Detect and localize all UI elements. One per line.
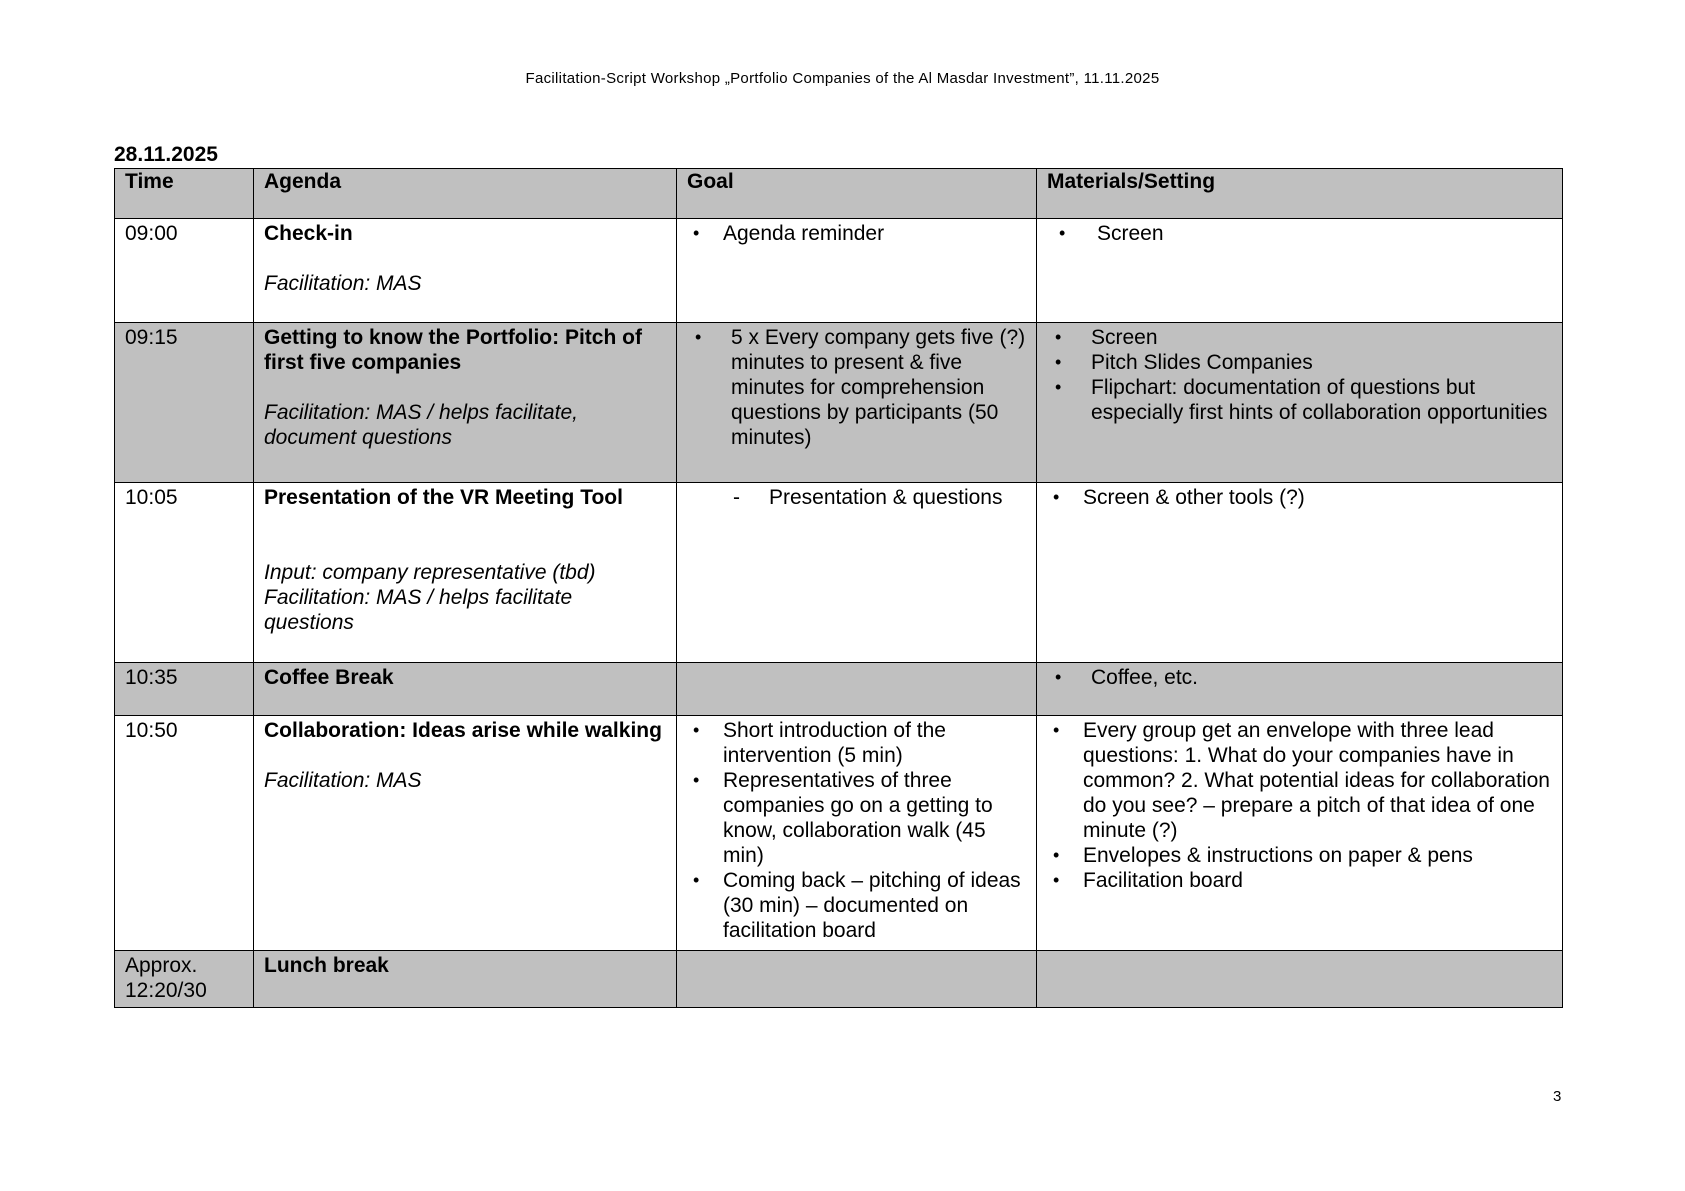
time-line: Approx. bbox=[125, 954, 198, 977]
list-item: • 5 x Every company gets five (?) minutes to present & five minutes for comprehension questions by participants (50 minutes) bbox=[687, 325, 1026, 450]
materials-list bbox=[1047, 665, 1552, 690]
materials-list bbox=[1047, 325, 1552, 425]
agenda-facilitation: Facilitation: MAS / helps facilitate, document questions bbox=[264, 401, 578, 449]
table-row bbox=[115, 323, 1563, 483]
list-item: • Flipchart: documentation of questions but especially first hints of collaboration opportunities bbox=[1047, 375, 1552, 425]
table-row bbox=[115, 219, 1563, 323]
row-materials bbox=[1037, 951, 1563, 1008]
list-item: • Envelopes & instructions on paper & pens bbox=[1047, 843, 1552, 868]
list-item: • Short introduction of the intervention (5 min) bbox=[687, 718, 1026, 768]
agenda-title: Getting to know the Portfolio: Pitch of first five companies bbox=[264, 326, 642, 374]
row-time bbox=[115, 951, 254, 1008]
list-item: • Screen & other tools (?) bbox=[1047, 485, 1552, 510]
row-materials bbox=[1037, 219, 1563, 323]
column-header-agenda: Agenda bbox=[254, 169, 677, 219]
list-item: • Pitch Slides Companies bbox=[1047, 350, 1552, 375]
row-goal bbox=[677, 951, 1037, 1008]
table-row bbox=[115, 951, 1563, 1008]
row-agenda bbox=[254, 951, 677, 1008]
goal-list bbox=[687, 485, 1026, 510]
row-goal bbox=[677, 716, 1037, 951]
row-goal bbox=[677, 219, 1037, 323]
agenda-title: Collaboration: Ideas arise while walking bbox=[264, 719, 662, 742]
row-agenda bbox=[254, 663, 677, 716]
row-time: 10:35 bbox=[115, 663, 254, 716]
materials-list bbox=[1047, 221, 1552, 246]
materials-list bbox=[1047, 718, 1552, 893]
row-time: 09:15 bbox=[115, 323, 254, 483]
agenda-facilitation: Facilitation: MAS / helps facilitate questions bbox=[264, 586, 573, 634]
page-number: 3 bbox=[1553, 1088, 1562, 1105]
list-item: • Representatives of three companies go on a getting to know, collaboration walk (45 min) bbox=[687, 768, 1026, 868]
row-agenda bbox=[254, 483, 677, 663]
table-row bbox=[115, 716, 1563, 951]
row-agenda bbox=[254, 716, 677, 951]
row-goal bbox=[677, 483, 1037, 663]
list-item: • Screen bbox=[1047, 221, 1552, 246]
table-row bbox=[115, 663, 1563, 716]
list-item: • Coming back – pitching of ideas (30 min) – documented on facilitation board bbox=[687, 868, 1026, 943]
agenda-table bbox=[114, 168, 1563, 1008]
column-header-goal: Goal bbox=[677, 169, 1037, 219]
row-goal bbox=[677, 323, 1037, 483]
row-materials bbox=[1037, 323, 1563, 483]
goal-list bbox=[687, 325, 1026, 450]
list-item: • Coffee, etc. bbox=[1047, 665, 1552, 690]
list-item: - Presentation & questions bbox=[687, 485, 1026, 510]
agenda-title: Lunch break bbox=[264, 954, 389, 977]
list-item: • Every group get an envelope with three lead questions: 1. What do your companies have in common? 2. What potential ideas for collaboration do you see? – prepare a pitch of that idea of one minute (?) bbox=[1047, 718, 1552, 843]
table-header-row bbox=[115, 169, 1563, 219]
list-item: • Facilitation board bbox=[1047, 868, 1552, 893]
agenda-input: Input: company representative (tbd) bbox=[264, 561, 596, 584]
agenda-facilitation: Facilitation: MAS bbox=[264, 272, 422, 295]
row-time: 10:05 bbox=[115, 483, 254, 663]
row-materials bbox=[1037, 483, 1563, 663]
page-header: Facilitation-Script Workshop „Portfolio Companies of the Al Masdar Investment”, 11.11.2025 bbox=[525, 70, 1160, 87]
row-time: 10:50 bbox=[115, 716, 254, 951]
agenda-title: Check-in bbox=[264, 222, 353, 245]
row-materials bbox=[1037, 663, 1563, 716]
list-item: • Screen bbox=[1047, 325, 1552, 350]
table-row bbox=[115, 483, 1563, 663]
agenda-facilitation: Facilitation: MAS bbox=[264, 769, 422, 792]
row-agenda bbox=[254, 219, 677, 323]
time-line: 12:20/30 bbox=[125, 979, 207, 1002]
row-time: 09:00 bbox=[115, 219, 254, 323]
agenda-title: Presentation of the VR Meeting Tool bbox=[264, 486, 623, 509]
agenda-title: Coffee Break bbox=[264, 666, 394, 689]
column-header-time: Time bbox=[115, 169, 254, 219]
row-goal bbox=[677, 663, 1037, 716]
column-header-materials: Materials/Setting bbox=[1037, 169, 1563, 219]
row-materials bbox=[1037, 716, 1563, 951]
goal-list bbox=[687, 718, 1026, 943]
goal-list bbox=[687, 221, 1026, 246]
materials-list bbox=[1047, 485, 1552, 510]
schedule-date: 28.11.2025 bbox=[114, 143, 218, 166]
list-item: • Agenda reminder bbox=[687, 221, 1026, 246]
row-agenda bbox=[254, 323, 677, 483]
